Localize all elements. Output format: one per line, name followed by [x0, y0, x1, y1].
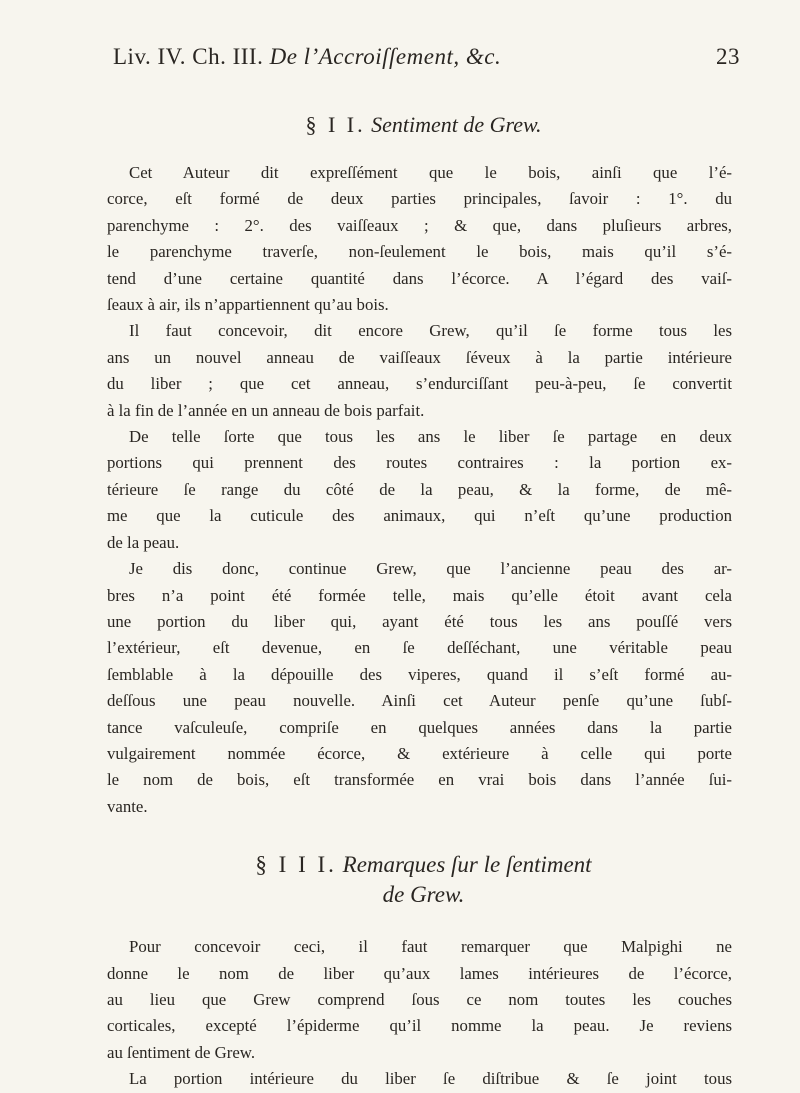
page-number: 23: [716, 44, 740, 69]
text-line: La portion intérieure du liber ſe diſtribue & ſe joint tous: [129, 1069, 732, 1089]
text-line: ans un nouvel anneau de vaiſſeaux ſéveux à la partie intérieure: [107, 347, 732, 367]
text-line: tend d’une certaine quantité dans l’écorce. A l’égard des vaiſ-: [107, 268, 732, 288]
text-line: de la peau.: [107, 532, 180, 552]
paragraph-2: [107, 318, 732, 424]
paragraph-1: [107, 160, 732, 318]
text-line: corticales, excepté l’épiderme qu’il nomme la peau. Je reviens: [107, 1016, 732, 1036]
text-line: corce, eſt formé de deux parties principales, ſavoir : 1°. du: [107, 189, 732, 209]
text-line: l’extérieur, eſt devenue, en ſe deſſéchant, une véritable peau: [107, 638, 732, 658]
text-line: bres n’a point été formée telle, mais qu’elle étoit avant cela: [107, 585, 732, 605]
section-heading-3: [107, 850, 740, 910]
text-line: donne le nom de liber qu’aux lames intérieures de l’écorce,: [107, 963, 732, 983]
text-line: du liber ; que cet anneau, s’endurciſſant peu-à-peu, ſe convertit: [107, 374, 732, 394]
text-line: Pour concevoir ceci, il faut remarquer que Malpighi ne: [129, 937, 732, 957]
text-line: une portion du liber qui, ayant été tous les ans pouſſé vers: [107, 611, 732, 631]
text-line: le parenchyme traverſe, non-ſeulement le bois, mais qu’il s’é-: [107, 242, 732, 262]
text-line: De telle ſorte que tous les ans le liber ſe partage en deux: [129, 427, 732, 447]
text-line: Il faut concevoir, dit encore Grew, qu’il ſe forme tous les: [129, 321, 732, 341]
text-line: vante.: [107, 796, 148, 816]
paragraph-4: [107, 556, 732, 820]
running-head-subject: De l’Accroiſſement, &c.: [269, 44, 502, 69]
paragraph-5: [107, 934, 732, 1066]
text-line: parenchyme : 2°. des vaiſſeaux ; & que, dans pluſieurs arbres,: [107, 215, 732, 235]
text-line: vulgairement nommée écorce, & extérieure à celle qui porte: [107, 743, 732, 763]
running-head: [107, 40, 740, 76]
text-line: au lieu que Grew comprend ſous ce nom toutes les couches: [107, 989, 732, 1009]
section-title-line-2: de Grew.: [382, 882, 465, 908]
section-number: § I I I.: [255, 852, 337, 878]
section-number: § I I.: [305, 112, 366, 137]
text-line: térieure ſe range du côté de la peau, & la forme, de mê-: [107, 479, 732, 499]
text-line: Cet Auteur dit expreſſément que le bois, ainſi que l’é-: [129, 163, 732, 182]
text-line: portions qui prennent des routes contraires : la portion ex-: [107, 453, 732, 473]
section-title: Sentiment de Grew.: [371, 112, 542, 137]
section-title-line-1: Remarques ſur le ſentiment: [342, 852, 592, 878]
text-line: au ſentiment de Grew.: [107, 1042, 256, 1062]
running-head-title: [113, 44, 501, 70]
text-line: à la fin de l’année en un anneau de bois parfait.: [107, 400, 425, 420]
text-line: ſemblable à la dépouille des viperes, quand il s’eſt formé au-: [107, 664, 732, 684]
text-line: deſſous une peau nouvelle. Ainſi cet Auteur penſe qu’une ſubſ-: [107, 691, 732, 711]
text-line: le nom de bois, eſt transformée en vrai bois dans l’année ſui-: [107, 770, 732, 790]
text-line: tance vaſculeuſe, compriſe en quelques années dans la partie: [107, 717, 732, 737]
section-heading-2: [107, 112, 740, 138]
text-line: me que la cuticule des animaux, qui n’eſt qu’une production: [107, 506, 732, 526]
paragraph-6: [107, 1066, 732, 1092]
text-line: ſeaux à air, ils n’appartiennent qu’au bois.: [107, 295, 389, 315]
text-line: Je dis donc, continue Grew, que l’ancienne peau des ar-: [129, 559, 732, 579]
running-head-chapter: Liv. IV. Ch. III.: [113, 44, 270, 69]
paragraph-3: [107, 424, 732, 556]
